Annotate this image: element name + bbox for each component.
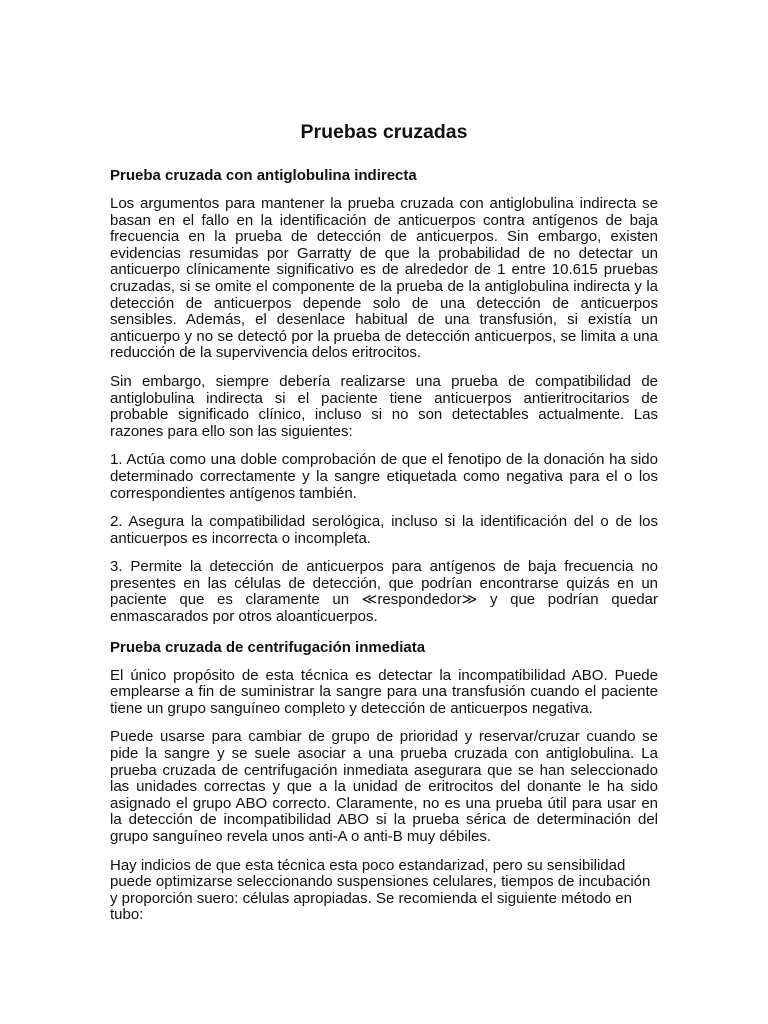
section-heading-antiglobulina: Prueba cruzada con antiglobulina indirecta <box>110 167 417 184</box>
paragraph-puede-usarse: Puede usarse para cambiar de grupo de prioridad y reservar/cruzar cuando se pide la sangre y se suele asociar a una prueba cruzada con antiglobulina. La prueba cruzada de centrifugación inmediata asegurara que se han seleccionado las unidades correctas y que a la unidad de eritrocitos del donante le ha sido asignado el grupo ABO correcto. Claramente, no es una prueba útil para usar en la detección de incompatibilidad ABO si la prueba sérica de determinación del grupo sanguíneo revela unos anti-A o anti-B muy débiles. <box>110 728 658 845</box>
paragraph-hay-indicios: Hay indicios de que esta técnica esta poco estandarizad, pero su sensibilidad puede optimizarse seleccionando suspensiones celulares, tiempos de incubación y proporción suero: células apropiadas. Se recomienda el siguiente método en tubo: <box>110 856 651 924</box>
section-heading-centrifugacion: Prueba cruzada de centrifugación inmediata <box>110 638 426 656</box>
list-item-2: 2. Asegura la compatibilidad serológica, incluso si la identificación del o de los anticuerpos es incorrecta o incompleta. <box>110 513 658 547</box>
paragraph-sin-embargo: Sin embargo, siempre debería realizarse una prueba de compatibilidad de antiglobulina indirecta si el paciente tiene anticuerpos antieritrocitarios de probable significado clínico, incluso si no son detectables actualmente. Las razones para ello son las siguientes: <box>110 372 658 440</box>
paragraph-argumentos: Los argumentos para mantener la prueba cruzada con antiglobulina indirecta se basan en el fallo en la identificación de anticuerpos contra antígenos de baja frecuencia en la prueba de detección de anticuerpos. Sin embargo, existen evidencias resumidas por Garratty de que la probabilidad de no detectar un anticuerpo clínicamente significativo es de alrededor de 1 entre 10.615 pruebas cruzadas, si se omite el componente de la prueba de la antiglobulina indirecta y la detección de anticuerpos depende solo de una detección de anticuerpos sensibles. Además, el desenlace habitual de una transfusión, si existía un anticuerpo y no se detectó por la prueba de detección anticuerpos, se limita a una reducción de la supervivencia delos eritrocitos. <box>110 195 658 362</box>
list-item-1: 1. Actúa como una doble comprobación de que el fenotipo de la donación ha sido determinado correctamente y la sangre etiquetada como negativa para el o los correspondientes antígenos también. <box>110 451 658 502</box>
page-title: Pruebas cruzadas <box>300 121 468 143</box>
list-item-3: 3. Permite la detección de anticuerpos para antígenos de baja frecuencia no presentes en las células de detección, que podrían encontrarse quizás en un paciente que es claramente un ≪respondedor≫ y que podrían quedar enmascarados por otros aloanticuerpos. <box>110 558 658 626</box>
paragraph-unico-proposito: El único propósito de esta técnica es detectar la incompatibilidad ABO. Puede emplearse a fin de suministrar la sangre para una transfusión cuando el paciente tiene un grupo sanguíneo completo y detección de anticuerpos negativa. <box>110 666 658 717</box>
